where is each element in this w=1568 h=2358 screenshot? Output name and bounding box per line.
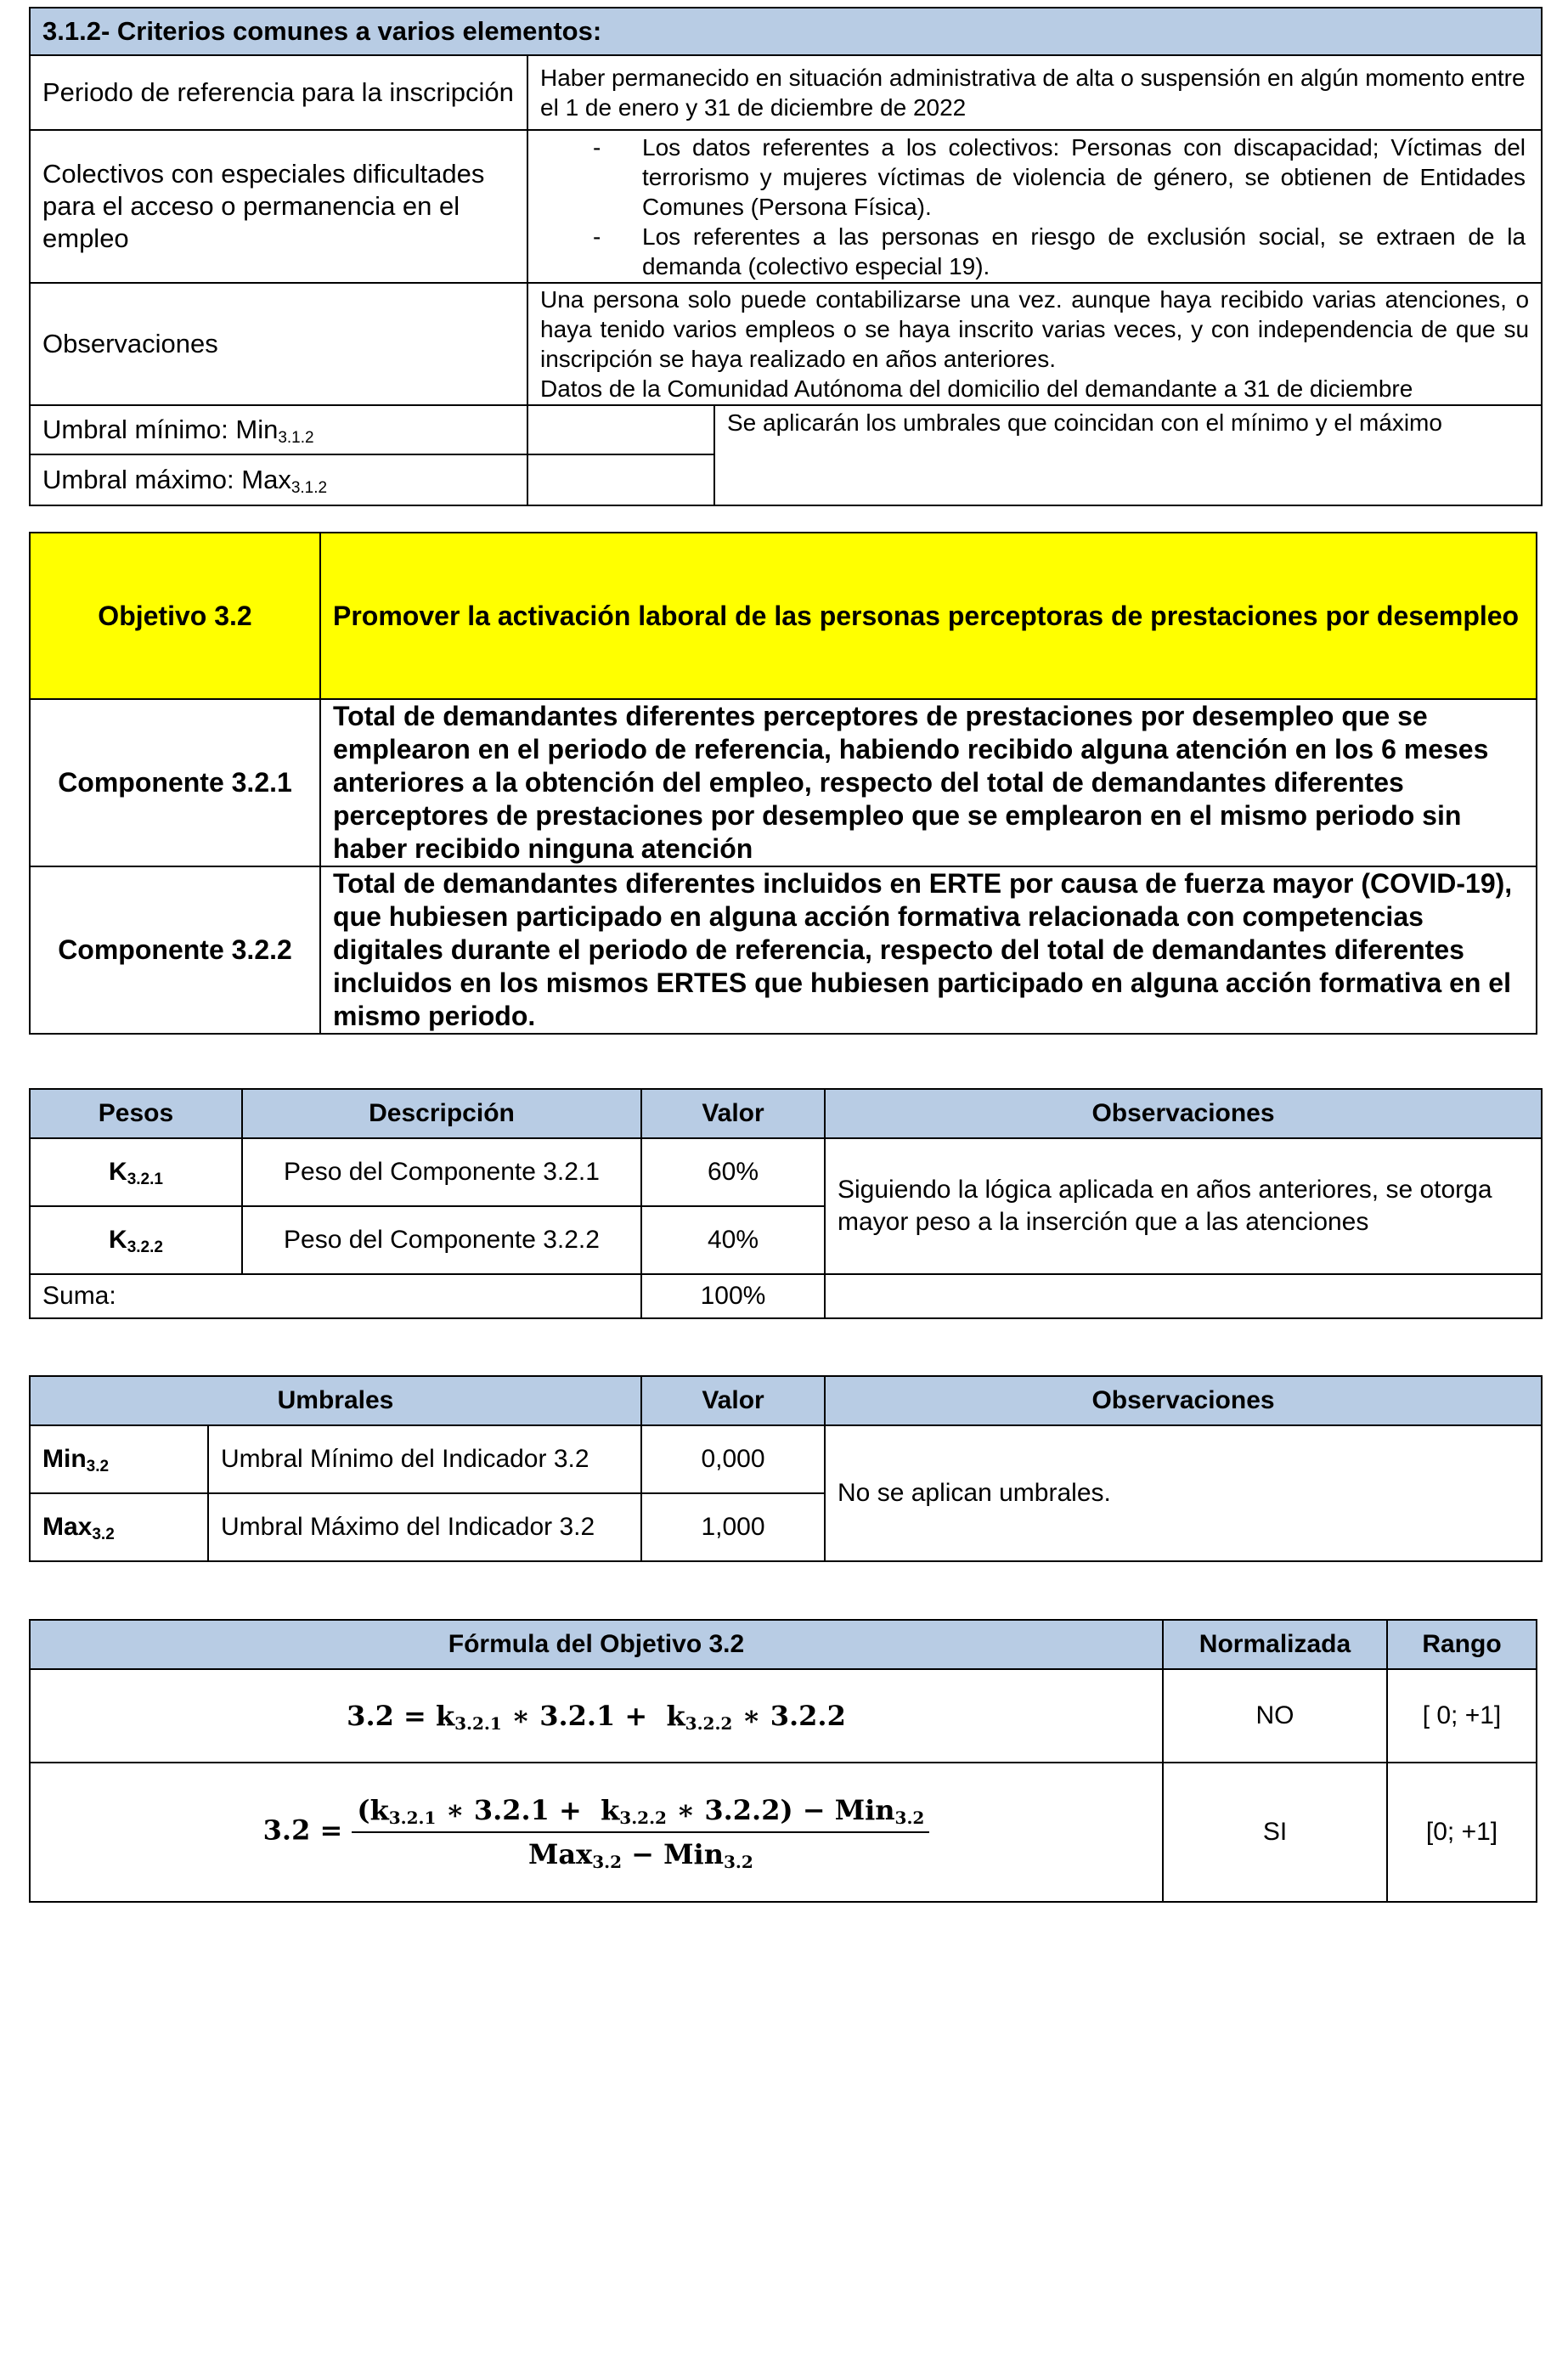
umbral-max-value — [527, 454, 714, 505]
formula-normalizada: 3.2 = $\frac{(k_{3.2.1} ∗ 3.2.1 + k_{3.2.2} ∗ 3.2.2) - Min_{3.2}}{Max_{3.2} - Min_{3.2}}$ — [30, 1763, 1163, 1902]
peso-valor: 40% — [641, 1206, 825, 1274]
peso-valor: 60% — [641, 1138, 825, 1206]
suma-valor: 100% — [641, 1274, 825, 1318]
componente-text: Total de demandantes diferentes perceptores de prestaciones por desempleo que se emplearon en el periodo de referencia, habiendo recibido alguna atención en los 6 meses anteriores a la obtención del empleo, respecto del total de demandantes diferentes perceptores de prestaciones por desempleo que se emplearon en el mismo periodo sin haber recibido ninguna atención — [320, 699, 1537, 866]
list-item: - Los referentes a las personas en riesgo de exclusión social, se extraen de la demanda (colectivo especial 19). — [540, 222, 1526, 281]
umbrales-table — [29, 1375, 1543, 1562]
rango-header: Rango — [1387, 1620, 1537, 1669]
umbral-desc: Umbral Máximo del Indicador 3.2 — [208, 1493, 641, 1561]
colectivos-list-cell — [527, 130, 1542, 283]
componente-label: Componente 3.2.2 — [30, 866, 320, 1034]
normalizada-value: SI — [1163, 1763, 1387, 1902]
formula-fraction: $\frac{(k_{3.2.1} ∗ 3.2.1 + k_{3.2.2} ∗ 3.2.2) - Min_{3.2}}{Max_{3.2} - Min_{3.2}}$ — [352, 1794, 929, 1870]
observaciones-cell — [527, 283, 1542, 405]
formula-table — [29, 1619, 1537, 1903]
list-item: - Los datos referentes a los colectivos: Personas con discapacidad; Víctimas del terrorismo y mujeres víctimas de violencia de género, se obtienen de Entidades Comunes (Persona Física). — [540, 133, 1526, 222]
colectivos-label: Colectivos con especiales dificultades para el acceso o permanencia en el empleo — [30, 130, 527, 283]
objetivo-label: Objetivo 3.2 — [30, 533, 320, 699]
observaciones-header: Observaciones — [825, 1376, 1542, 1425]
colectivos-list — [540, 133, 1526, 281]
umbral-min-value — [527, 405, 714, 454]
rango-value: [ 0; +1] — [1387, 1669, 1537, 1763]
componente-text: Total de demandantes diferentes incluidos en ERTE por causa de fuerza mayor (COVID-19), que hubiesen participado en alguna acción formativa relacionada con competencias digitales durante el periodo de referencia, respecto del total de demandantes diferentes incluidos en los mismos ERTES que hubiesen participado en alguna acción formativa en el mismo periodo. — [320, 866, 1537, 1034]
objetivo-table — [29, 532, 1537, 1035]
section-title: 3.1.2- Criterios comunes a varios elementos: — [30, 8, 1542, 55]
umbral-valor: 0,000 — [641, 1425, 825, 1493]
suma-empty — [825, 1274, 1542, 1318]
umbrales-observaciones: No se aplican umbrales. — [825, 1425, 1542, 1561]
peso-key: $K_{3.2.1}$ — [30, 1138, 242, 1206]
formula-no-normalizada: $3.2 = k_{3.2.1}$ ∗ $3.2.1 + k_{3.2.2}$ ∗ 3.2.2 — [30, 1669, 1163, 1763]
periodo-label: Periodo de referencia para la inscripción — [30, 55, 527, 130]
rango-value: [0; +1] — [1387, 1763, 1537, 1902]
observaciones-text: Una persona solo puede contabilizarse una vez. aunque haya recibido varias atenciones, o haya tenido varios empleos o se haya inscrito varias veces, y con independencia de que su inscripción se haya realizado en años anteriores. — [540, 286, 1530, 372]
pesos-observaciones: Siguiendo la lógica aplicada en años anteriores, se otorga mayor peso a la inserción que a las atenciones — [825, 1138, 1542, 1274]
observaciones-header: Observaciones — [825, 1089, 1542, 1138]
normalizada-value: NO — [1163, 1669, 1387, 1763]
suma-label: Suma: — [30, 1274, 641, 1318]
umbrales-header: Umbrales — [30, 1376, 641, 1425]
valor-header: Valor — [641, 1376, 825, 1425]
periodo-text: Haber permanecido en situación administrativa de alta o suspensión en algún momento entre el 1 de enero y 31 de diciembre de 2022 — [527, 55, 1542, 130]
peso-key: $K_{3.2.2}$ — [30, 1206, 242, 1274]
observaciones-text-2: Datos de la Comunidad Autónoma del domicilio del demandante a 31 de diciembre — [540, 375, 1413, 402]
peso-desc: Peso del Componente 3.2.1 — [242, 1138, 641, 1206]
umbral-key: Max$_{3.2}$ — [30, 1493, 208, 1561]
normalizada-header: Normalizada — [1163, 1620, 1387, 1669]
pesos-table — [29, 1088, 1543, 1319]
umbral-desc: Umbral Mínimo del Indicador 3.2 — [208, 1425, 641, 1493]
componente-label: Componente 3.2.1 — [30, 699, 320, 866]
criterios-comunes-table — [29, 7, 1543, 506]
observaciones-label: Observaciones — [30, 283, 527, 405]
umbral-key: Min$_{3.2}$ — [30, 1425, 208, 1493]
descripcion-header: Descripción — [242, 1089, 641, 1138]
umbral-min-label: Umbral mínimo: Min$_{3.1.2}$ — [30, 405, 527, 454]
umbral-note: Se aplicarán los umbrales que coincidan con el mínimo y el máximo — [714, 405, 1542, 505]
valor-header: Valor — [641, 1089, 825, 1138]
peso-desc: Peso del Componente 3.2.2 — [242, 1206, 641, 1274]
umbral-max-label: Umbral máximo: Max$_{3.1.2}$ — [30, 454, 527, 505]
formula-header: Fórmula del Objetivo 3.2 — [30, 1620, 1163, 1669]
objetivo-text: Promover la activación laboral de las personas perceptoras de prestaciones por desempleo — [320, 533, 1537, 699]
umbral-valor: 1,000 — [641, 1493, 825, 1561]
pesos-header: Pesos — [30, 1089, 242, 1138]
